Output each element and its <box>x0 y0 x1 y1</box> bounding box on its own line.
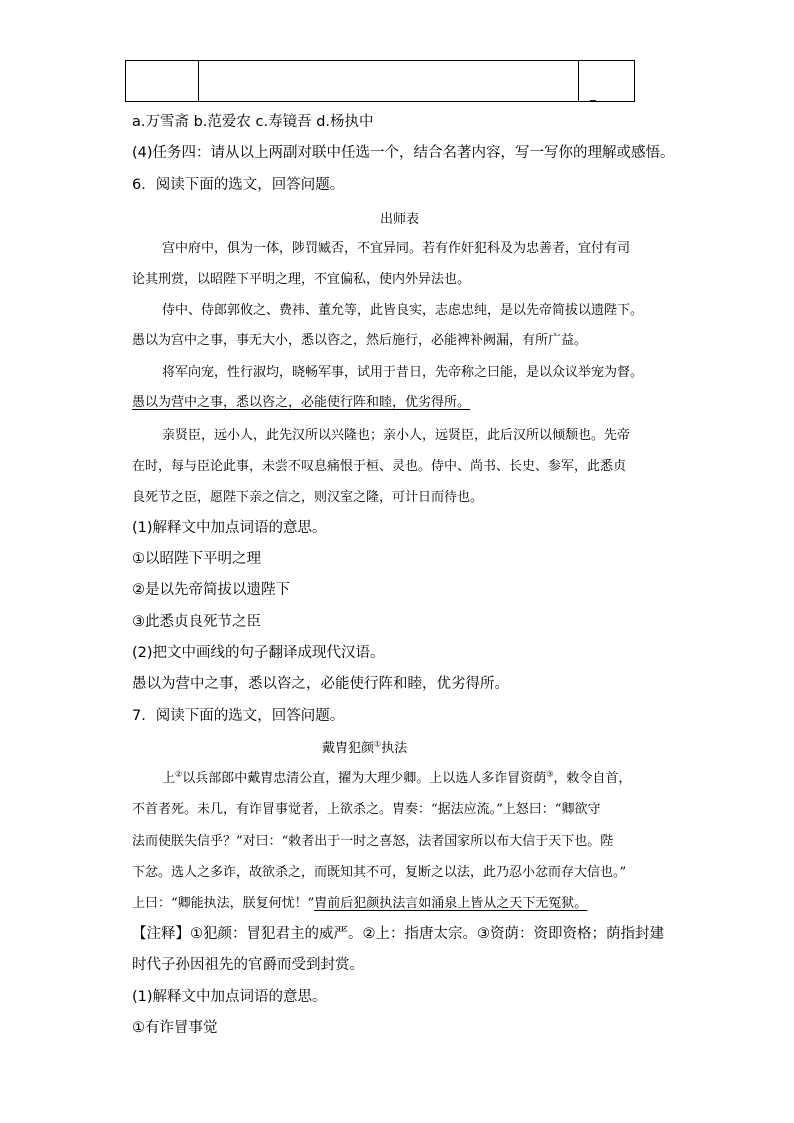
text-part: 上曰：“卿能执法，朕复何忧！” <box>132 896 315 911</box>
table-cell <box>199 61 579 102</box>
passage-line <box>132 892 587 911</box>
question-6-heading: 6．阅读下面的选文，回答问题。 <box>132 177 345 193</box>
table-cell <box>126 61 199 102</box>
passage-title: 出师表 <box>380 212 420 227</box>
passage-line: 下忿。选人之多诈，故欲杀之，而既知其不可，复断之以法，此乃忍小忿而存大信也。” <box>132 865 627 880</box>
item-1: ①以昭陛下平明之理 <box>132 551 261 567</box>
passage-line: 论其刑赏，以昭陛下平明之理，不宜偏私，使内外异法也。 <box>132 272 471 287</box>
subquestion-1: (1)解释文中加点词语的意思。 <box>132 520 327 536</box>
passage-line: 法而使朕失信乎？”对曰：“敕者出于一时之喜怒，法者国家所以布大信于天下也。陛 <box>132 834 614 849</box>
translation-sentence: 愚以为营中之事，悉以咨之，必能使行阵和睦，优劣得所。 <box>132 676 509 692</box>
passage-line: 不首者死。未几，有诈冒事觉者，上欲杀之。胄奏：“据法应流。”上怒曰：“卿欲守 <box>132 802 601 817</box>
passage-line: 良死节之臣，愿陛下亲之信之，则汉室之隆，可计日而待也。 <box>132 490 484 505</box>
answer-table <box>125 60 635 102</box>
text-part: ，敕令自首， <box>553 771 632 786</box>
underlined-sentence: 愚以为营中之事，悉以咨之，必能使行阵和睦，优劣得所。 <box>132 395 471 410</box>
options-line: a.万雪斋 b.范爱农 c.寿镜吾 d.杨执中 <box>132 114 374 130</box>
task4-prompt: (4)任务四：请从以上两副对联中任选一个，结合名著内容，写一写你的理解或感悟。 <box>132 145 675 161</box>
item-2: ②是以先帝简拔以遗陛下 <box>132 582 290 598</box>
subquestion-2: (2)把文中画线的句子翻译成现代汉语。 <box>132 645 385 661</box>
passage-line: 在时，每与臣论此事，未尝不叹息痛恨于桓、灵也。侍中、尚书、长史、参军，此悉贞 <box>132 459 627 474</box>
annotation-line: 时代子孙因祖先的官爵而受到封赏。 <box>132 957 364 973</box>
question-7-heading: 7．阅读下面的选文，回答问题。 <box>132 708 345 724</box>
footnote-marker: ① <box>374 739 382 749</box>
passage-line: 亲贤臣，远小人，此先汉所以兴隆也；亲小人，远贤臣，此后汉所以倾颓也。先帝 <box>162 428 631 443</box>
item-1: ①有诈冒事觉 <box>132 1020 218 1036</box>
table-cell <box>579 61 635 102</box>
passage-line: 侍中、侍郎郭攸之、费祎、董允等，此皆良实，志虑忠纯，是以先帝简拔以遗陛下。 <box>162 303 644 318</box>
passage-line: 将军向宠，性行淑均，晓畅军事，试用于昔日，先帝称之曰能，是以众议举宠为督。 <box>162 365 644 380</box>
annotation-line: 【注释】①犯颜：冒犯君主的威严。②上：指唐太宗。③资荫：资即资格；荫指封建 <box>132 926 664 942</box>
footnote-marker: ② <box>175 769 183 779</box>
title-part: 戴胄犯颜 <box>322 741 375 756</box>
title-part: 执法 <box>381 741 408 756</box>
passage-title <box>322 737 407 756</box>
footnote-marker: ③ <box>546 769 554 779</box>
subquestion-1: (1)解释文中加点词语的意思。 <box>132 989 327 1005</box>
passage-line: 愚以为宫中之事，事无大小，悉以咨之，然后施行，必能裨补阙漏，有所广益。 <box>132 333 588 348</box>
passage-line: 宫中府中，俱为一体，陟罚臧否，不宜异同。若有作奸犯科及为忠善者，宜付有司 <box>162 241 631 256</box>
passage-line <box>162 767 631 786</box>
underlined-sentence: 胄前后犯颜执法言如涌泉上皆从之天下无冤狱。 <box>314 896 588 911</box>
text-part: 以兵部郎中戴胄忠清公直，擢为大理少卿。上以选人多诈冒资荫 <box>182 771 547 786</box>
table-cell-mark: _ <box>590 87 596 101</box>
text-part: 上 <box>162 771 176 786</box>
item-3: ③此悉贞良死节之臣 <box>132 614 261 630</box>
